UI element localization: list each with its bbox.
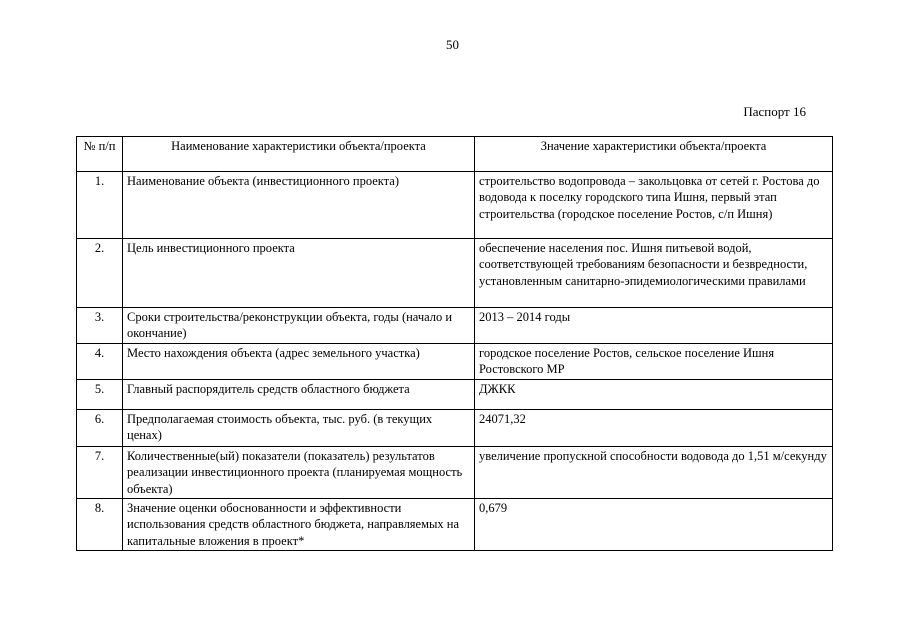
table-row xyxy=(77,308,833,344)
page-number: 50 xyxy=(446,37,459,52)
table-row xyxy=(77,344,833,380)
row-name: Значение оценки обоснованности и эффективности использования средств областного бюджета, направляемых на капитальные вложения в проект* xyxy=(123,499,475,551)
passport-table xyxy=(76,136,833,551)
row-value: ДЖКК xyxy=(475,379,833,409)
row-num: 5. xyxy=(77,379,123,409)
row-value: 24071,32 xyxy=(475,409,833,446)
row-name: Сроки строительства/реконструкции объекта, годы (начало и окончание) xyxy=(123,308,475,344)
row-name: Количественные(ый) показатели (показатель) результатов реализации инвестиционного проекта (планируемая мощность объекта) xyxy=(123,446,475,498)
row-value: строительство водопровода – закольцовка от сетей г. Ростова до водовода к поселку городского типа Ишня, первый этап строительства (городское поселение Ростов, с/п Ишня) xyxy=(475,172,833,239)
row-value: городское поселение Ростов, сельское поселение Ишня Ростовского МР xyxy=(475,344,833,380)
table-header-row xyxy=(77,137,833,172)
table-row xyxy=(77,379,833,409)
header-value: Значение характеристики объекта/проекта xyxy=(475,137,833,172)
header-name: Наименование характеристики объекта/проекта xyxy=(123,137,475,172)
row-num: 4. xyxy=(77,344,123,380)
row-value: увеличение пропускной способности водовода до 1,51 м/секунду xyxy=(475,446,833,498)
row-name: Предполагаемая стоимость объекта, тыс. руб. (в текущих ценах) xyxy=(123,409,475,446)
row-name: Главный распорядитель средств областного бюджета xyxy=(123,379,475,409)
passport-title: Паспорт 16 xyxy=(743,104,806,119)
row-num: 1. xyxy=(77,172,123,239)
row-name: Цель инвестиционного проекта xyxy=(123,239,475,308)
row-value: 2013 – 2014 годы xyxy=(475,308,833,344)
table-row xyxy=(77,499,833,551)
row-num: 3. xyxy=(77,308,123,344)
row-value: обеспечение населения пос. Ишня питьевой водой, соответствующей требованиям безопасности и безвредности, установленным санитарно-эпидемиологическими правилами xyxy=(475,239,833,308)
row-num: 7. xyxy=(77,446,123,498)
row-value: 0,679 xyxy=(475,499,833,551)
row-name: Место нахождения объекта (адрес земельного участка) xyxy=(123,344,475,380)
header-num: № п/п xyxy=(77,137,123,172)
row-num: 6. xyxy=(77,409,123,446)
row-num: 8. xyxy=(77,499,123,551)
row-name: Наименование объекта (инвестиционного проекта) xyxy=(123,172,475,239)
table-row xyxy=(77,239,833,308)
table-row xyxy=(77,409,833,446)
row-num: 2. xyxy=(77,239,123,308)
table-row xyxy=(77,172,833,239)
table-row xyxy=(77,446,833,498)
